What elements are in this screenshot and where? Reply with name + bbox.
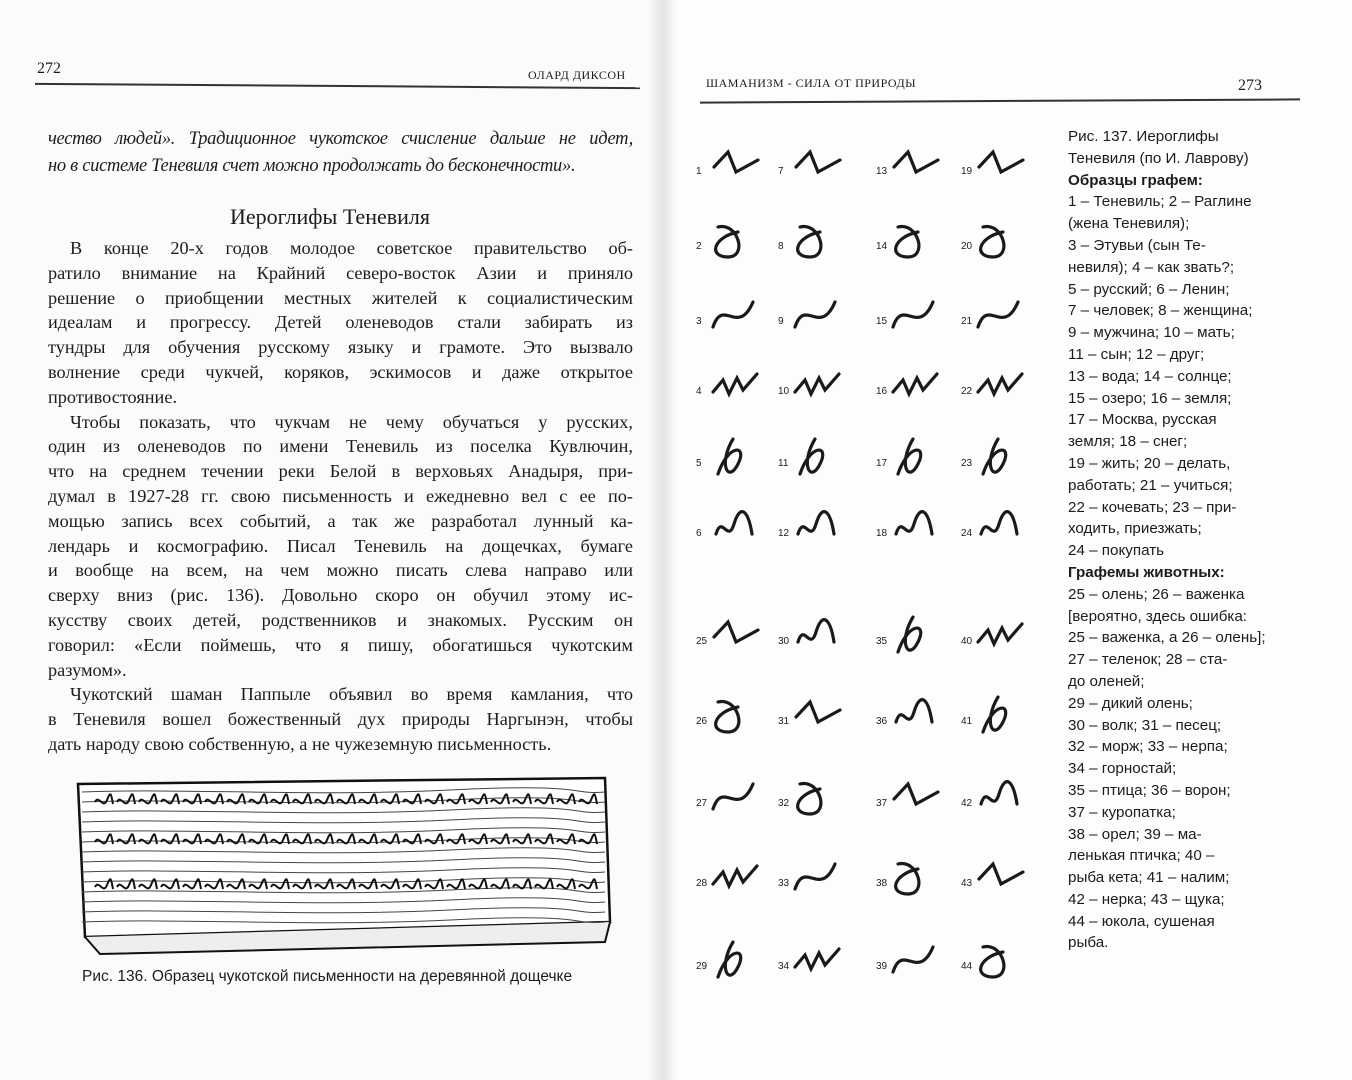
glyph-number: 25: [696, 636, 708, 647]
legend-line: 25 – важенка, а 26 – олень];: [1068, 629, 1266, 647]
chukchi-glyph-icon: [708, 774, 764, 824]
intro-text: [48, 126, 633, 180]
chukchi-glyph-icon: [790, 774, 846, 824]
header-rule: [700, 98, 1300, 103]
glyph-number: 18: [876, 528, 888, 539]
body-line: Чтобы показать, что чукчам не чему обучаться у русских,: [70, 411, 633, 432]
glyph-number: 3: [696, 316, 702, 327]
running-head: ШАМАНИЗМ - СИЛА ОТ ПРИРОДЫ: [706, 76, 917, 90]
body-line: в Теневиля вошел божественный дух природы Наргынэн, чтобы: [48, 709, 633, 730]
book-gutter: [648, 0, 678, 1080]
glyph-number: 11: [778, 458, 789, 469]
chukchi-glyph-icon: [708, 612, 764, 662]
glyph-number: 4: [696, 386, 702, 397]
glyph-number: 8: [778, 241, 784, 252]
figure-137-legend: [1068, 126, 1266, 954]
legend-line: ходить, приезжать;: [1068, 520, 1202, 538]
glyph-number: 37: [876, 798, 888, 809]
body-line: сверху вниз (рис. 136). Довольно скоро он обучил этому ис-: [48, 585, 633, 606]
glyph-number: 2: [696, 241, 702, 252]
caption-line: Теневиля (по И. Лаврову): [1068, 149, 1249, 167]
legend-line: 15 – озеро; 16 – земля;: [1068, 389, 1232, 407]
legend-line: 22 – кочевать; 23 – при-: [1068, 498, 1237, 516]
legend-line: [вероятно, здесь ошибка:: [1068, 607, 1248, 625]
chukchi-glyph-icon: [973, 612, 1029, 662]
animal-grapheme-list: [1068, 584, 1266, 955]
body-line: кусству своих детей, родственников и знакомых. Русским он: [48, 609, 633, 630]
legend-line: 17 – Москва, русская: [1068, 411, 1217, 429]
legend-line: 30 – волк; 31 – песец;: [1068, 716, 1222, 734]
body-line: разумом».: [48, 659, 127, 680]
glyph-number: 40: [961, 636, 973, 647]
chukchi-glyph-icon: [790, 292, 846, 342]
glyph-number: 20: [961, 241, 973, 252]
legend-line: рыба.: [1068, 934, 1109, 952]
legend-line: земля; 18 – снег;: [1068, 433, 1188, 451]
chukchi-glyph-icon: [888, 217, 944, 267]
glyph-number: 27: [696, 798, 708, 809]
legend-line: невиля); 4 – как звать?;: [1068, 258, 1235, 276]
glyph-number: 6: [696, 528, 702, 539]
glyph-number: 16: [876, 386, 888, 397]
chukchi-glyph-icon: [790, 217, 846, 267]
body-line: мощью запись всех событий, а так же разработал лунный ка-: [48, 510, 633, 531]
chukchi-glyph-icon: [708, 362, 764, 412]
chukchi-glyph-icon: [973, 854, 1029, 904]
body-line: ратило внимание на Крайний северо-восток Азии и приняло: [48, 262, 633, 283]
body-line: волнение среди чукчей, коряков, эскимосов и даже открытое: [48, 361, 633, 382]
legend-line: 34 – горностай;: [1068, 760, 1177, 778]
wooden-tablet-illustration: [70, 772, 615, 957]
legend-line: 29 – дикий олень;: [1068, 694, 1193, 712]
legend-line: 35 – птица; 36 – ворон;: [1068, 781, 1231, 799]
glyph-number: 28: [696, 878, 708, 889]
chukchi-glyph-icon: [888, 774, 944, 824]
glyph-number: 15: [876, 316, 888, 327]
legend-line: 24 – покупать: [1068, 542, 1165, 560]
chukchi-glyph-icon: [790, 142, 846, 192]
chukchi-glyph-icon: [888, 692, 944, 742]
chukchi-glyph-icon: [790, 362, 846, 412]
legend-line: работать; 21 – учиться;: [1068, 476, 1233, 494]
body-line: идеалам и прогрессу. Детей оленеводов стали забирать из: [48, 312, 633, 333]
glyph-number: 14: [876, 241, 888, 252]
legend-line: 25 – олень; 26 – важенка: [1068, 585, 1245, 603]
chukchi-glyph-icon: [888, 937, 944, 987]
body-line: и вообще на всем, на чем можно писать слева направо или: [48, 560, 633, 581]
legend-line: 3 – Этувьи (сын Те-: [1068, 236, 1206, 254]
chukchi-glyph-icon: [888, 854, 944, 904]
glyph-number: 7: [778, 166, 784, 177]
glyph-number: 21: [961, 316, 973, 327]
legend-line: 19 – жить; 20 – делать,: [1068, 454, 1231, 472]
caption-line: Рис. 137. Иероглифы: [1068, 128, 1219, 145]
glyph-number: 43: [961, 878, 973, 889]
glyph-number: 22: [961, 386, 973, 397]
body-line: решение о приобщении местных жителей к социалистическим: [48, 287, 633, 308]
body-line: тундры для обучения русскому языку и грамоте. Это вызвало: [48, 337, 633, 358]
chukchi-glyph-icon: [790, 692, 846, 742]
chukchi-glyph-icon: [973, 692, 1029, 742]
body-line: Чукотский шаман Паппыле объявил во время камлания, что: [70, 684, 633, 705]
glyph-number: 39: [876, 961, 888, 972]
chukchi-glyph-icon: [708, 142, 764, 192]
chukchi-glyph-icon: [708, 504, 764, 554]
intro-line: чество людей». Традиционное чукотское счисление дальше не идет,: [48, 129, 633, 149]
body-line: один из оленеводов по имени Теневиль из поселка Кувлючин,: [48, 436, 633, 457]
glyph-number: 13: [876, 166, 888, 177]
legend-line: 32 – морж; 33 – нерпа;: [1068, 738, 1228, 756]
chukchi-glyph-icon: [708, 217, 764, 267]
glyph-number: 36: [876, 716, 888, 727]
chukchi-glyph-icon: [708, 292, 764, 342]
left-page: [0, 0, 660, 1080]
legend-line: 1 – Теневиль; 2 – Раглине: [1068, 193, 1252, 211]
glyph-number: 19: [961, 166, 973, 177]
legend-line: 5 – русский; 6 – Ленин;: [1068, 280, 1230, 298]
legend-line: 37 – куропатка;: [1068, 803, 1176, 821]
body-line: дать народу свою собственную, а не чужеземную письменность.: [48, 733, 552, 754]
body-line: говорил: «Если поймешь, что я пишу, обогатишься чукотским: [48, 634, 633, 655]
glyph-number: 42: [961, 798, 973, 809]
glyph-number: 17: [876, 458, 888, 469]
glyph-number: 30: [778, 636, 790, 647]
intro-line: но в системе Теневиля счет можно продолжать до бесконечности».: [48, 156, 576, 176]
glyph-number: 32: [778, 798, 790, 809]
glyph-number: 26: [696, 716, 708, 727]
chukchi-glyph-icon: [973, 362, 1029, 412]
chukchi-glyph-icon: [708, 854, 764, 904]
glyph-number: 33: [778, 878, 790, 889]
heading-animal-graphemes: Графемы животных:: [1068, 563, 1225, 581]
body-line: что на среднем течении реки Белой в верховьях Анадыря, при-: [48, 461, 633, 482]
glyph-number: 5: [696, 458, 702, 469]
chukchi-glyph-icon: [973, 292, 1029, 342]
legend-line: (жена Теневиля);: [1068, 215, 1190, 233]
grapheme-list: [1068, 191, 1266, 562]
legend-line: 44 – юкола, сушеная: [1068, 912, 1215, 930]
chukchi-glyph-icon: [790, 854, 846, 904]
glyph-number: 29: [696, 961, 708, 972]
glyph-number: 41: [961, 716, 973, 727]
chukchi-glyph-icon: [888, 142, 944, 192]
legend-line: 13 – вода; 14 – солнце;: [1068, 367, 1232, 385]
chukchi-glyph-icon: [888, 612, 944, 662]
glyph-number: 38: [876, 878, 888, 889]
body-line: противостояние.: [48, 386, 178, 407]
chukchi-glyph-icon: [973, 142, 1029, 192]
chukchi-glyph-icon: [708, 692, 764, 742]
legend-line: 27 – теленок; 28 – ста-: [1068, 651, 1228, 669]
glyph-number: 10: [778, 386, 790, 397]
section-title: Иероглифы Теневиля: [229, 204, 430, 229]
chukchi-glyph-icon: [888, 362, 944, 412]
chukchi-glyph-icon: [790, 612, 846, 662]
header-rule: [35, 83, 640, 89]
body-line: думал в 1927-28 гг. свою письменность и ежедневно вел с ее по-: [48, 485, 633, 506]
chukchi-glyph-icon: [708, 434, 764, 484]
glyph-number: 35: [876, 636, 888, 647]
legend-line: рыба кета; 41 – налим;: [1068, 869, 1230, 887]
chukchi-glyph-icon: [973, 504, 1029, 554]
figure-caption: Рис. 136. Образец чукотской письменности на деревянной дощечке: [82, 968, 573, 985]
glyph-number: 23: [961, 458, 973, 469]
legend-line: 7 – человек; 8 – женщина;: [1068, 302, 1253, 320]
running-head: ОЛАРД ДИКСОН: [528, 68, 626, 82]
legend-line: 11 – сын; 12 – друг;: [1068, 345, 1205, 363]
legend-line: до оленей;: [1068, 672, 1145, 690]
body-line: В конце 20-х годов молодое советское правительство об-: [70, 238, 633, 258]
chukchi-glyph-icon: [973, 434, 1029, 484]
glyph-number: 44: [961, 961, 973, 972]
page-number: 273: [1238, 77, 1262, 94]
page-number: 272: [37, 60, 61, 77]
legend-line: 42 – нерка; 43 – щука;: [1068, 890, 1225, 908]
chukchi-glyph-icon: [888, 434, 944, 484]
glyph-number: 24: [961, 528, 973, 539]
legend-line: 38 – орел; 39 – ма-: [1068, 825, 1202, 843]
legend-line: 9 – мужчина; 10 – мать;: [1068, 324, 1235, 342]
chukchi-glyph-icon: [888, 292, 944, 342]
glyph-number: 1: [696, 166, 702, 177]
chukchi-glyph-icon: [973, 217, 1029, 267]
body-text: [48, 236, 633, 757]
heading-graphemes: Образцы графем:: [1068, 171, 1203, 189]
glyph-number: 9: [778, 316, 784, 327]
chukchi-glyph-icon: [790, 434, 846, 484]
body-line: лендарь и космографию. Писал Теневиль на дощечках, бумаге: [48, 535, 633, 556]
chukchi-glyph-icon: [888, 504, 944, 554]
chukchi-glyph-icon: [708, 937, 764, 987]
legend-line: ленькая птичка; 40 –: [1068, 847, 1215, 865]
glyph-number: 34: [778, 961, 790, 972]
chukchi-glyph-icon: [973, 774, 1029, 824]
chukchi-glyph-icon: [790, 504, 846, 554]
glyph-number: 31: [778, 716, 790, 727]
chukchi-glyph-icon: [973, 937, 1029, 987]
chukchi-glyph-icon: [790, 937, 846, 987]
glyph-number: 12: [778, 528, 790, 539]
